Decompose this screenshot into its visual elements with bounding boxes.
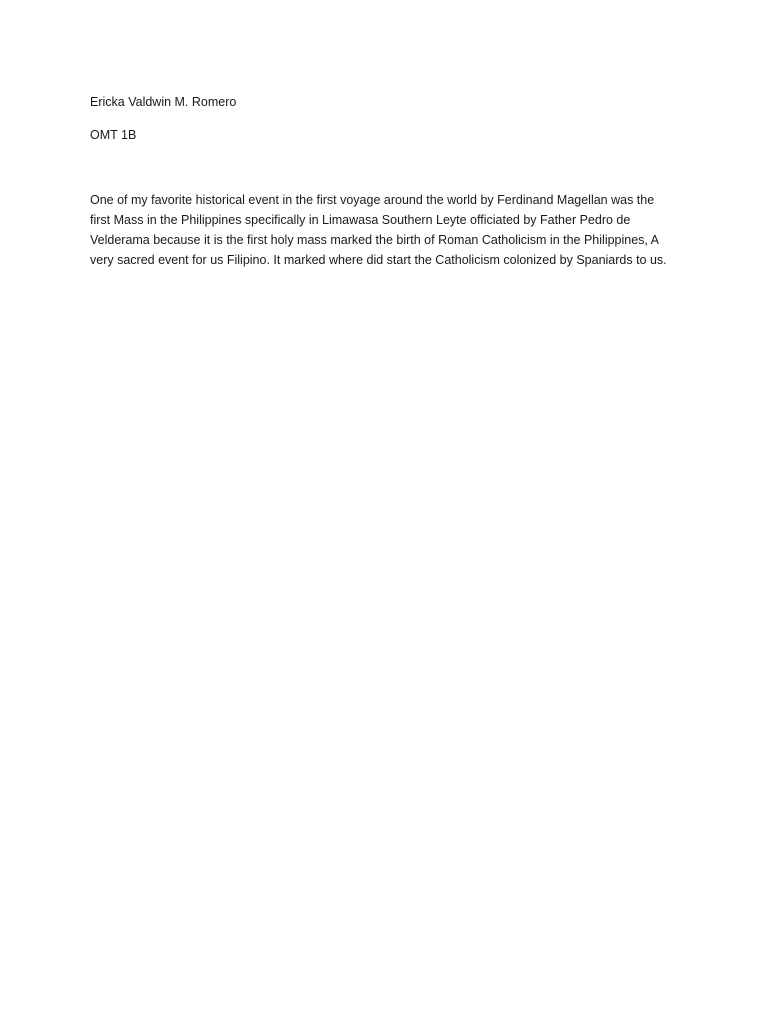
class-section: OMT 1B [90,128,137,142]
paragraph-line: first Mass in the Philippines specifically in Limawasa Southern Leyte officiated by Father Pedro de [90,213,631,227]
paragraph-line: very sacred event for us Filipino. It marked where did start the Catholicism colonized by Spaniards to us. [90,253,667,267]
paragraph-line: One of my favorite historical event in the first voyage around the world by Ferdinand Magellan was the [90,193,655,207]
essay-paragraph [90,190,667,270]
author-name: Ericka Valdwin M. Romero [90,95,237,109]
paragraph-line: Velderama because it is the first holy mass marked the birth of Roman Catholicism in the Philippines, A [90,233,660,247]
